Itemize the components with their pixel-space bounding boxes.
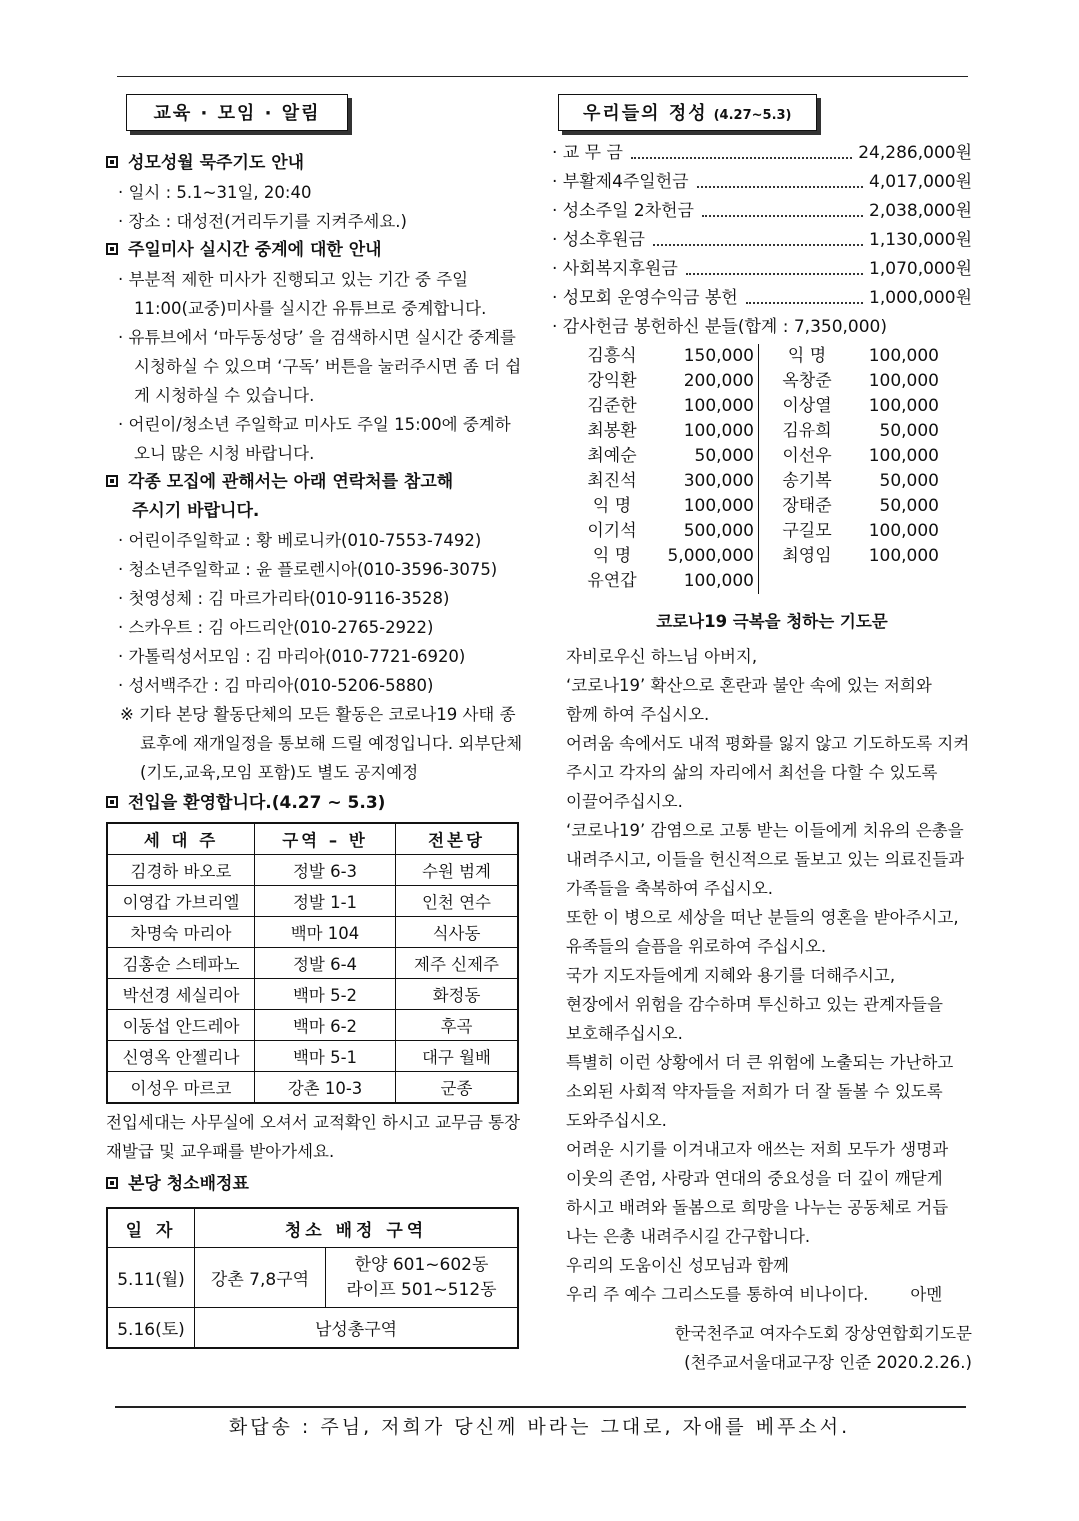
stream-title: 주일미사 실시간 중계에 대한 안내	[106, 236, 526, 265]
donor-name: 익 명	[592, 496, 632, 516]
bottom-rule	[115, 1406, 966, 1408]
prayer-signature: 한국천주교 여자수도회 장상연합회기도문	[674, 1324, 972, 1343]
donor-amount: 150,000	[683, 346, 754, 366]
donor-name: 강익환	[587, 371, 637, 391]
welcome-title: 전입을 환영합니다.(4.27 ~ 5.3)	[106, 789, 526, 818]
donor-row	[582, 344, 758, 369]
table-header: 전본당	[396, 823, 519, 855]
table-row: 김홍순 스테파노 정발 6-4 제주 신제주	[107, 948, 518, 979]
responsorial-psalm: 화답송 : 주님, 저희가 당신께 바라는 그대로, 자애를 베푸소서.	[228, 1416, 851, 1438]
donor-name: 최봉환	[587, 421, 637, 441]
donor-name: 송기복	[782, 471, 832, 491]
donor-amount: 200,000	[683, 371, 754, 391]
prayer-line: ‘코로나19’ 확산으로 혼란과 불안 속에 있는 저희와	[566, 676, 932, 695]
donor-table	[582, 344, 972, 594]
donor-row	[582, 394, 758, 419]
offering-label: · 사회복지후원금	[552, 259, 678, 279]
donor-amount: 100,000	[868, 546, 939, 566]
left-header-text: 교육 · 모임 · 알림	[153, 103, 321, 124]
donor-row	[582, 494, 758, 519]
leader-dots	[702, 197, 863, 217]
cleaning-table	[106, 1207, 519, 1349]
square-bullet-icon	[106, 156, 118, 168]
donor-name: 유연갑	[587, 571, 637, 591]
recruit-contact: · 어린이주일학교 : 황 베로니카(010-7553-7492)	[118, 531, 482, 550]
table-row: 박선경 세실리아 백마 5-2 화정동	[107, 979, 518, 1010]
recruit-title-cont: 주시기 바랍니다.	[132, 501, 260, 521]
table-row: 이성우 마르코 강촌 10-3 군종	[107, 1072, 518, 1104]
table-row: 5.16(토) 남성총구역	[107, 1308, 518, 1348]
recruit-contact: · 가톨릭성서모임 : 김 마리아(010-7721-6920)	[118, 647, 466, 666]
donor-amount: 100,000	[683, 496, 754, 516]
donor-row	[582, 544, 758, 569]
donor-name: 옥창준	[782, 371, 832, 391]
right-column	[552, 94, 972, 1377]
donor-amount: 50,000	[879, 471, 939, 491]
donor-amount: 100,000	[683, 396, 754, 416]
table-row: 5.11(월) 강촌 7,8구역 한양 601~602동 라이프 501~512동	[107, 1248, 518, 1308]
donor-row	[582, 569, 758, 594]
table-header: 일 자	[107, 1208, 195, 1248]
leader-dots	[746, 284, 863, 304]
donor-row	[759, 444, 939, 469]
leader-dots	[697, 168, 863, 188]
donor-amount: 100,000	[683, 421, 754, 441]
offering-row	[552, 255, 972, 284]
prayer-line: 유족들의 슬픔을 위로하여 주십시오.	[566, 937, 827, 956]
stream-item: · 유튜브에서 ‘마두동성당’ 을 검색하시면 실시간 중계를 시청하실 수 있으며 ‘구독’ 버튼을 눌러주시면 좀 더 쉽게 시청하실 수 있습니다.	[118, 328, 522, 405]
table-row: 차명숙 마리아 백마 104 식사동	[107, 917, 518, 948]
leader-dots	[653, 226, 863, 246]
prayer-line: 또한 이 병으로 세상을 떠난 분들의 영혼을 받아주시고,	[566, 908, 959, 927]
table-header: 구역 – 반	[255, 823, 396, 855]
prayer-line: 우리의 도움이신 성모님과 함께	[566, 1256, 789, 1275]
right-header-text: 우리들의 정성	[583, 103, 708, 124]
offering-label: · 성소후원금	[552, 230, 645, 250]
offering-label: · 성소주일 2차헌금	[552, 201, 694, 221]
prayer-line: 소외된 사회적 약자들을 저희가 더 잘 돌볼 수 있도록	[566, 1082, 943, 1101]
square-bullet-icon	[106, 475, 118, 487]
top-rule	[117, 76, 968, 77]
donor-amount: 100,000	[868, 396, 939, 416]
prayer-line: 어려움 속에서도 내적 평화를 잃지 않고 기도하도록 지켜	[566, 734, 970, 753]
prayer-line: 주시고 각자의 삶의 자리에서 최선을 다할 수 있도록	[566, 763, 938, 782]
prayer-line: 가족들을 축복하여 주십시오.	[566, 879, 774, 898]
donor-name: 이상열	[782, 396, 832, 416]
leader-dots	[631, 139, 852, 159]
recruit-title: 각종 모집에 관해서는 아래 연락처를 참고해	[106, 468, 526, 497]
donor-column-left	[582, 344, 759, 594]
donor-row	[582, 444, 758, 469]
donor-row	[759, 419, 939, 444]
donor-amount: 100,000	[868, 521, 939, 541]
donor-amount: 50,000	[879, 421, 939, 441]
donor-name: 최진석	[587, 471, 637, 491]
donor-amount: 100,000	[868, 446, 939, 466]
prayer-line: ‘코로나19’ 감염으로 고통 받는 이들에게 치유의 은총을	[566, 821, 964, 840]
donor-amount: 100,000	[868, 371, 939, 391]
donor-row	[582, 419, 758, 444]
recruit-contact: · 첫영성체 : 김 마르가리타(010-9116-3528)	[118, 589, 450, 608]
donor-name: 장태준	[782, 496, 832, 516]
donor-row	[582, 519, 758, 544]
donor-name: 김준한	[587, 396, 637, 416]
prayer-line: 현장에서 위험을 감수하며 투신하고 있는 관계자들을	[566, 995, 943, 1014]
offering-amount: 1,070,000원	[869, 259, 972, 279]
table-row: 신영옥 안젤리나 백마 5-1 대구 월배	[107, 1041, 518, 1072]
welcome-note: 전입세대는 사무실에 오셔서 교적확인 하시고 교무금 통장 재발급 및 교우패를 받아가세요.	[106, 1113, 521, 1161]
offering-row	[552, 197, 972, 226]
table-row: 이영갑 가브리엘 정발 1-1 인천 연수	[107, 886, 518, 917]
rosary-title: 성모성월 묵주기도 안내	[106, 149, 526, 178]
prayer-title: 코로나19 극복을 청하는 기도문	[656, 612, 888, 631]
table-row: 이동섭 안드레아 백마 6-2 후곡	[107, 1010, 518, 1041]
prayer-line: 이웃의 존엄, 사랑과 연대의 중요성을 더 깊이 깨닫게	[566, 1169, 943, 1188]
donor-row	[759, 469, 939, 494]
donor-title: · 감사헌금 봉헌하신 분들(합계 : 7,350,000)	[552, 317, 887, 337]
stream-item: · 어린이/청소년 주일학교 미사도 주일 15:00에 중계하오니 많은 시청 바랍니다.	[118, 415, 511, 463]
offering-label: · 성모회 운영수익금 봉헌	[552, 288, 738, 308]
prayer-line: 하시고 배려와 돌봄으로 희망을 나누는 공동체로 거듭	[566, 1198, 949, 1217]
stream-item: · 부분적 제한 미사가 진행되고 있는 기간 중 주일 11:00(교중)미사를 실시간 유튜브로 중계합니다.	[118, 270, 487, 318]
table-row: 김경하 바오로 정발 6-3 수원 범계	[107, 855, 518, 886]
offerings-list	[552, 139, 972, 313]
donor-row	[759, 519, 939, 544]
donor-name: 익 명	[592, 546, 632, 566]
donor-name: 김흥식	[587, 346, 637, 366]
table-header: 청소 배정 구역	[195, 1208, 519, 1248]
prayer-line: 보호해주십시오.	[566, 1024, 683, 1043]
donor-amount: 100,000	[868, 346, 939, 366]
donor-row	[582, 369, 758, 394]
donor-name: 김유희	[782, 421, 832, 441]
offering-row	[552, 226, 972, 255]
prayer-line: 이끌어주십시오.	[566, 792, 683, 811]
prayer-approval: (천주교서울대교구장 인준 2020.2.26.)	[684, 1353, 972, 1372]
rosary-item: · 일시 : 5.1~31일, 20:40	[118, 183, 312, 202]
donor-name: 최예순	[587, 446, 637, 466]
donor-amount: 50,000	[694, 446, 754, 466]
offering-row	[552, 139, 972, 168]
donor-row	[759, 494, 939, 519]
cleaning-title: 본당 청소배정표	[106, 1170, 526, 1199]
prayer-text	[552, 642, 972, 1309]
offering-amount: 2,038,000원	[869, 201, 972, 221]
donor-amount: 5,000,000	[667, 546, 754, 566]
recruit-contact: · 스카우트 : 김 아드리안(010-2765-2922)	[118, 618, 434, 637]
offering-label: · 부활제4주일헌금	[552, 172, 689, 192]
offering-amount: 4,017,000원	[869, 172, 972, 192]
right-header-sub: (4.27~5.3)	[713, 108, 792, 123]
prayer-line: 국가 지도자들에게 지혜와 용기를 더해주시고,	[566, 966, 896, 985]
leader-dots	[686, 255, 863, 275]
left-section-header	[126, 94, 348, 131]
donor-name: 구길모	[782, 521, 832, 541]
donor-name: 익 명	[787, 346, 827, 366]
recruit-contact: · 성서백주간 : 김 마리아(010-5206-5880)	[118, 676, 434, 695]
prayer-line: 특별히 이런 상황에서 더 큰 위험에 노출되는 가난하고	[566, 1053, 954, 1072]
offering-row	[552, 168, 972, 197]
offering-row	[552, 284, 972, 313]
prayer-line: 자비로우신 하느님 아버지,	[566, 647, 758, 666]
donor-row	[759, 394, 939, 419]
right-section-header	[558, 94, 817, 131]
donor-column-right	[759, 344, 939, 594]
prayer-line: 도와주십시오.	[566, 1111, 667, 1130]
donor-row	[582, 469, 758, 494]
square-bullet-icon	[106, 1177, 118, 1189]
donor-name: 최영임	[782, 546, 832, 566]
square-bullet-icon	[106, 796, 118, 808]
donor-row	[759, 369, 939, 394]
offering-amount: 1,000,000원	[869, 288, 972, 308]
prayer-line: 내려주시고, 이들을 헌신적으로 돌보고 있는 의료진들과	[566, 850, 965, 869]
rosary-item: · 장소 : 대성전(거리두기를 지켜주세요.)	[118, 212, 407, 231]
offering-amount: 24,286,000원	[858, 143, 972, 163]
square-bullet-icon	[106, 243, 118, 255]
donor-amount: 300,000	[683, 471, 754, 491]
donor-name: 이선우	[782, 446, 832, 466]
donor-amount: 500,000	[683, 521, 754, 541]
welcome-table	[106, 822, 519, 1104]
offering-label: · 교 무 금	[552, 143, 623, 163]
prayer-line: 우리 주 예수 그리스도를 통하여 비나이다. 아멘	[566, 1285, 943, 1304]
recruit-note: ※ 기타 본당 활동단체의 모든 활동은 코로나19 사태 종료후에 재개일정을 통보해 드릴 예정입니다. 외부단체(기도,교육,모임 포함)도 별도 공지예정	[120, 705, 523, 782]
prayer-line: 함께 하여 주십시오.	[566, 705, 710, 724]
donor-row	[759, 344, 939, 369]
prayer-line: 어려운 시기를 이겨내고자 애쓰는 저희 모두가 생명과	[566, 1140, 949, 1159]
recruit-contact: · 청소년주일학교 : 윤 플로렌시아(010-3596-3075)	[118, 560, 498, 579]
donor-amount: 50,000	[879, 496, 939, 516]
table-header: 세 대 주	[107, 823, 255, 855]
donor-row	[759, 544, 939, 569]
offering-amount: 1,130,000원	[869, 230, 972, 250]
donor-name: 이기석	[587, 521, 637, 541]
left-column	[106, 94, 526, 1349]
prayer-line: 나는 은총 내려주시길 간구합니다.	[566, 1227, 811, 1246]
donor-amount: 100,000	[683, 571, 754, 591]
